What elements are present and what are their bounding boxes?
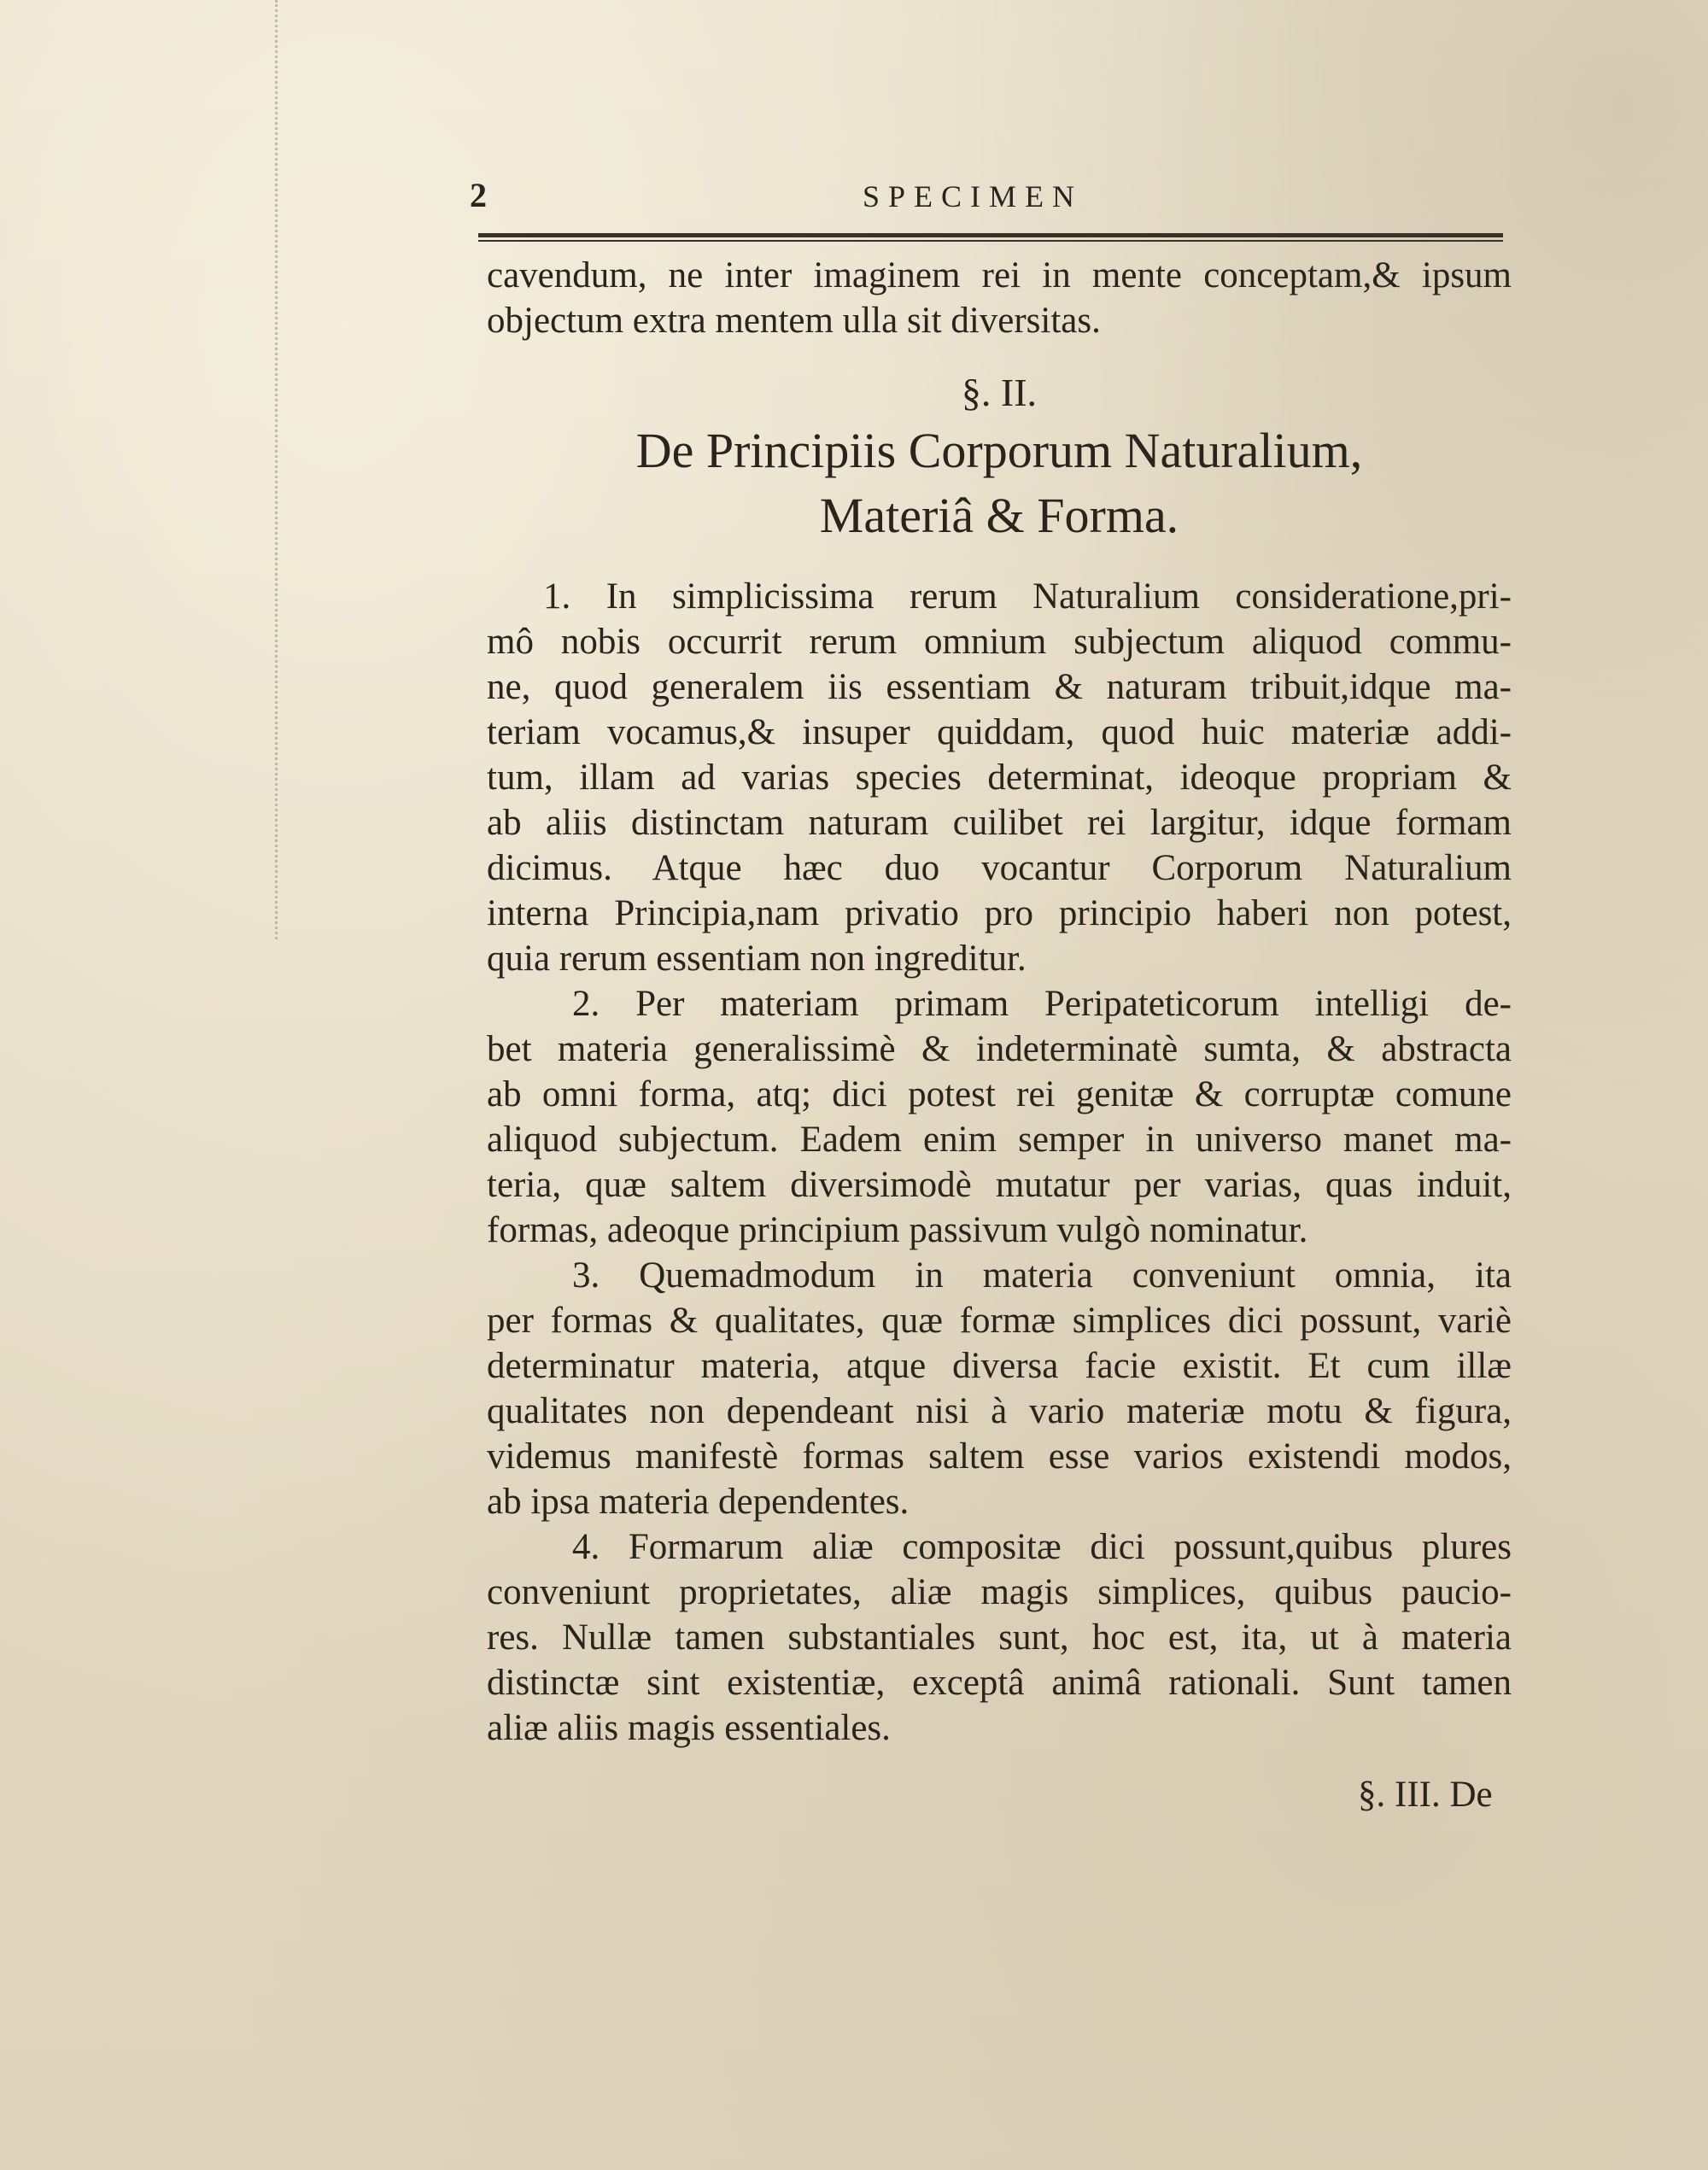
text-line: objectum extra mentem ulla sit diversitas.	[487, 301, 1101, 341]
text-line: teria, quæ saltem diversimodè mutatur per varias, quas induit,	[487, 1165, 1512, 1205]
text-line: res. Nullæ tamen substantiales sunt, hoc est, ita, ut à materia	[487, 1617, 1512, 1658]
text-line: quia rerum essentiam non ingreditur.	[487, 939, 1027, 979]
paragraph-3	[487, 1253, 1512, 1524]
header-rule	[478, 233, 1503, 242]
page-number: 2	[470, 176, 487, 214]
text-line: ne, quod generalem iis essentiam & naturam tribuit,idque ma-	[487, 667, 1512, 707]
text-line: determinatur materia, atque diversa facie existit. Et cum illæ	[487, 1346, 1512, 1386]
running-title: SPECIMEN	[863, 179, 1084, 213]
text-line: 2. Per materiam primam Peripateticorum intelligi de-	[572, 984, 1512, 1024]
text-line: 4. Formarum aliæ compositæ dici possunt,quibus plures	[572, 1527, 1512, 1567]
text-line: cavendum, ne inter imaginem rei in mente conceptam,& ipsum	[487, 255, 1512, 295]
section-title-line: De Principiis Corporum Naturalium,	[635, 423, 1363, 478]
text-line: interna Principia,nam privatio pro principio haberi non potest,	[487, 893, 1512, 933]
paragraph-1	[487, 574, 1512, 981]
text-line: ab ipsa materia dependentes.	[487, 1482, 910, 1522]
page-header	[470, 175, 1512, 226]
section-heading	[487, 367, 1512, 548]
section-mark: §. II.	[961, 371, 1038, 414]
text-line: 3. Quemadmodum in materia conveniunt omnia, ita	[572, 1255, 1512, 1296]
text-line: tum, illam ad varias species determinat, ideoque propriam &	[487, 757, 1512, 798]
text-line: conveniunt proprietates, aliæ magis simplices, quibus paucio-	[487, 1572, 1512, 1612]
text-line: 1. In simplicissima rerum Naturalium consideratione,pri-	[543, 576, 1512, 617]
text-line: ab aliis distinctam naturam cuilibet rei largitur, idque formam	[487, 803, 1512, 843]
text-line: formas, adeoque principium passivum vulgò nominatur.	[487, 1210, 1308, 1250]
catchword: §. III. De	[1358, 1775, 1493, 1815]
text-line: qualitates non dependeant nisi à vario materiæ motu & figura,	[487, 1391, 1512, 1431]
page-body	[487, 253, 1512, 1751]
text-line: per formas & qualitates, quæ formæ simplices dici possunt, variè	[487, 1301, 1512, 1341]
paragraph-4	[487, 1524, 1512, 1751]
text-line: bet materia generalissimè & indeterminatè sumta, & abstracta	[487, 1029, 1512, 1069]
section-title-line: Materiâ & Forma.	[819, 488, 1179, 543]
text-line: mô nobis occurrit rerum omnium subjectum aliquod commu-	[487, 622, 1512, 662]
text-line: aliquod subjectum. Eadem enim semper in universo manet ma-	[487, 1120, 1512, 1160]
text-line: distinctæ sint existentiæ, exceptâ animâ rationali. Sunt tamen	[487, 1663, 1512, 1703]
carryover-text	[487, 253, 1512, 343]
text-line: teriam vocamus,& insuper quiddam, quod huic materiæ addi-	[487, 712, 1512, 752]
text-line: dicimus. Atque hæc duo vocantur Corporum Naturalium	[487, 848, 1512, 888]
paragraph-2	[487, 981, 1512, 1253]
text-line: ab omni forma, atq; dici potest rei genitæ & corruptæ comune	[487, 1074, 1512, 1114]
text-line: aliæ aliis magis essentiales.	[487, 1708, 891, 1748]
binding-stitch-marks	[275, 0, 283, 939]
text-line: videmus manifestè formas saltem esse varios existendi modos,	[487, 1436, 1512, 1477]
